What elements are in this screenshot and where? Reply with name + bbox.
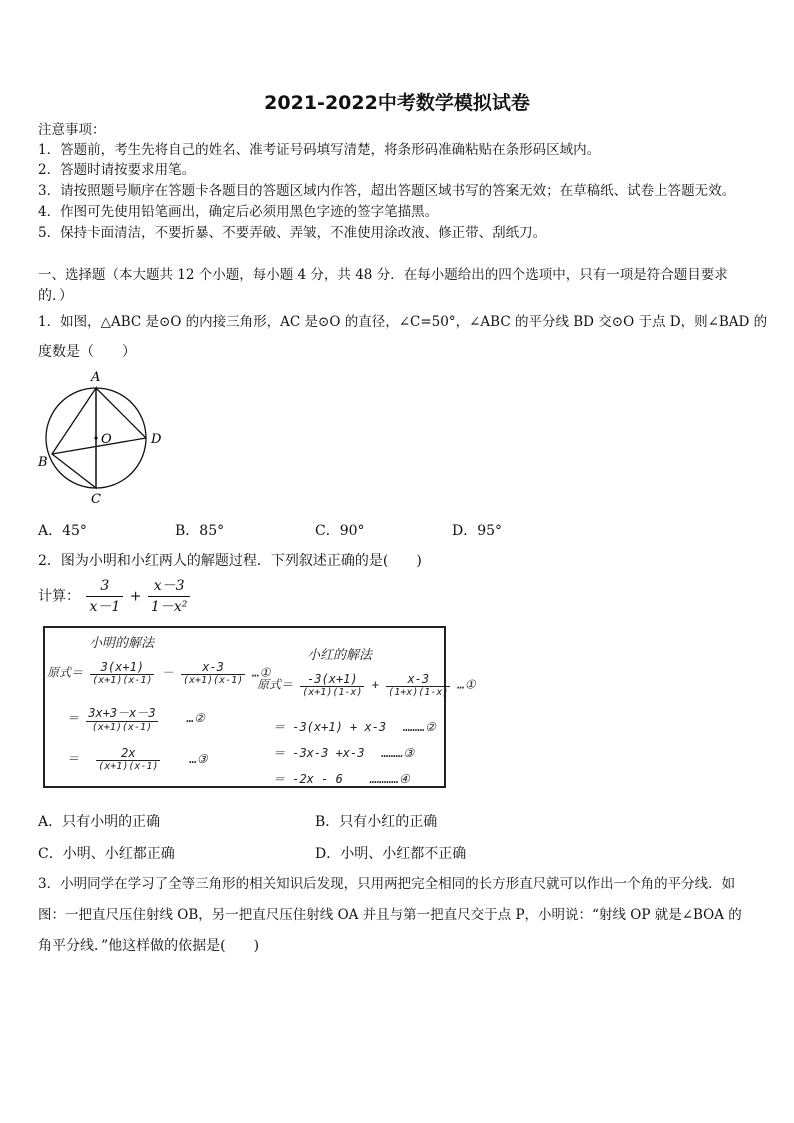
fraction-2 — [148, 576, 190, 617]
solution-image — [43, 626, 476, 788]
label-o: O — [101, 432, 112, 447]
label-a: A — [91, 370, 101, 385]
ming-eq-2: ＝ — [67, 711, 80, 725]
hong-s1b-num: x-3 — [386, 672, 450, 687]
ming-s1a-den: (x+1)(x-1) — [92, 675, 153, 686]
plus-sign: + — [129, 588, 142, 605]
ming-mark-3: …③ — [189, 751, 208, 766]
triangle-abc — [52, 388, 96, 488]
ming-step-1 — [47, 660, 270, 686]
hong-mark-1: …① — [457, 677, 476, 692]
ming-step-2 — [67, 704, 205, 733]
ming-s1a-num: 3(x+1) — [90, 660, 154, 675]
q1-option-b[interactable]: B．85° — [175, 523, 225, 539]
hong-step-2 — [273, 718, 436, 735]
ming-s2-den: (x+1)(x-1) — [91, 722, 153, 733]
hong-s3: ＝ -3x-3 +x-3 — [273, 746, 365, 760]
ming-s1b-den: (x+1)(x-1) — [182, 675, 244, 686]
ming-title: 小明的解法 — [89, 636, 155, 651]
ming-mark-2: …② — [186, 711, 205, 725]
hong-s4: ＝ -2x - 6 — [273, 772, 343, 786]
question-3-text-cont: 图：一把直尺压住射线 OB，另一把直尺压住射线 OA 并且与第一把直尺交于点 P，小明说：“射线 OP 就是∠BOA 的 — [38, 907, 742, 923]
q2-option-b[interactable]: B．只有小红的正确 — [315, 814, 438, 830]
ming-eq-3: ＝ — [67, 751, 80, 766]
hong-mark-3: ………③ — [381, 746, 415, 760]
hong-step-1 — [257, 672, 476, 698]
hong-mark-4: …………④ — [370, 772, 410, 786]
circle-diagram — [30, 368, 170, 513]
exam-title: 2021-2022中考数学模拟试卷 — [264, 92, 530, 114]
hong-s1-op: + — [371, 677, 379, 692]
hong-step-4 — [273, 770, 410, 787]
q2-option-d[interactable]: D．小明、小红都不正确 — [315, 846, 467, 862]
chord-ad — [96, 388, 146, 438]
hong-prefix: 原式＝ — [257, 677, 294, 692]
ming-mark-1: …① — [252, 665, 271, 680]
ming-s3-den: (x+1)(x-1) — [98, 761, 159, 772]
question-3-text-end: 角平分线．”他这样做的依据是( ) — [38, 938, 260, 954]
notice-item: 5．保持卡面清洁，不要折暴、不要弄破、弄皱，不准使用涂改液、修正带、刮纸刀。 — [38, 225, 547, 241]
hong-title: 小红的解法 — [307, 648, 373, 663]
q2-option-a[interactable]: A．只有小明的正确 — [38, 814, 161, 830]
label-c: C — [91, 492, 101, 507]
label-d: D — [151, 432, 162, 447]
notice-item: 1．答题前，考生先将自己的姓名、准考证号码填写清楚，将条形码准确粘贴在条形码区域内。 — [38, 142, 601, 158]
bisector-bd — [52, 438, 146, 454]
hong-step-3 — [273, 744, 414, 761]
ming-s2-num: 3x+3－x－3 — [88, 706, 156, 720]
question-3-text: 3．小明同学在学习了全等三角形的相关知识后发现，只用两把完全相同的长方形直尺就可以作出一个角的平分线．如 — [38, 876, 736, 892]
question-1-text: 1．如图，△ABC 是⊙O 的内接三角形，AC 是⊙O 的直径，∠C=50°，∠ABC 的平分线 BD 交⊙O 于点 D，则∠BAD 的 — [38, 314, 768, 330]
section-heading-cont: 的．） — [38, 288, 73, 304]
q1-option-a[interactable]: A．45° — [38, 523, 87, 539]
notice-item: 4．作图可先使用铅笔画出，确定后必须用黑色字迹的签字笔描黑。 — [38, 204, 439, 220]
question-1-text-cont: 度数是（ ） — [38, 344, 136, 360]
calc-label: 计算： — [38, 588, 80, 605]
fraction-2-denominator: 1－x² — [150, 599, 188, 615]
ming-prefix: 原式＝ — [47, 665, 84, 680]
notice-heading: 注意事项： — [38, 122, 106, 138]
hong-s1b-den: (1+x)(1-x) — [388, 687, 449, 698]
notice-item: 2．答题时请按要求用笔。 — [38, 162, 196, 178]
fraction-1-denominator: x－1 — [89, 599, 121, 615]
center-point — [94, 436, 97, 439]
question-2-text: 2．图为小明和小红两人的解题过程．下列叙述正确的是( ) — [38, 553, 422, 569]
q2-option-c[interactable]: C．小明、小红都正确 — [38, 846, 175, 862]
ming-s1-op: － — [161, 665, 174, 680]
fraction-1 — [86, 576, 123, 617]
hong-mark-2: ………② — [403, 720, 436, 734]
ming-s1b-num: x-3 — [181, 660, 245, 675]
q1-option-c[interactable]: C．90° — [315, 523, 365, 539]
hong-s2: ＝ -3(x+1) + x-3 — [273, 720, 387, 734]
q1-option-d[interactable]: D．95° — [452, 523, 503, 539]
fraction-1-numerator: 3 — [86, 576, 123, 597]
hong-s1a-den: (x+1)(1-x) — [302, 687, 363, 698]
ming-s3-num: 2x — [96, 746, 160, 761]
label-b: B — [38, 455, 48, 470]
notice-item: 3．请按照题号顺序在答题卡各题目的答题区域内作答，超出答题区域书写的答案无效；在草稿纸、试卷上答题无效。 — [38, 183, 736, 199]
section-heading: 一、选择题（本大题共 12 个小题，每小题 4 分，共 48 分．在每小题给出的四个选项中，只有一项是符合题目要求 — [38, 267, 728, 283]
ming-step-3 — [67, 746, 208, 772]
hong-s1a-num: -3(x+1) — [300, 672, 364, 687]
q2-expression — [38, 576, 192, 617]
fraction-2-numerator: x－3 — [148, 576, 190, 597]
